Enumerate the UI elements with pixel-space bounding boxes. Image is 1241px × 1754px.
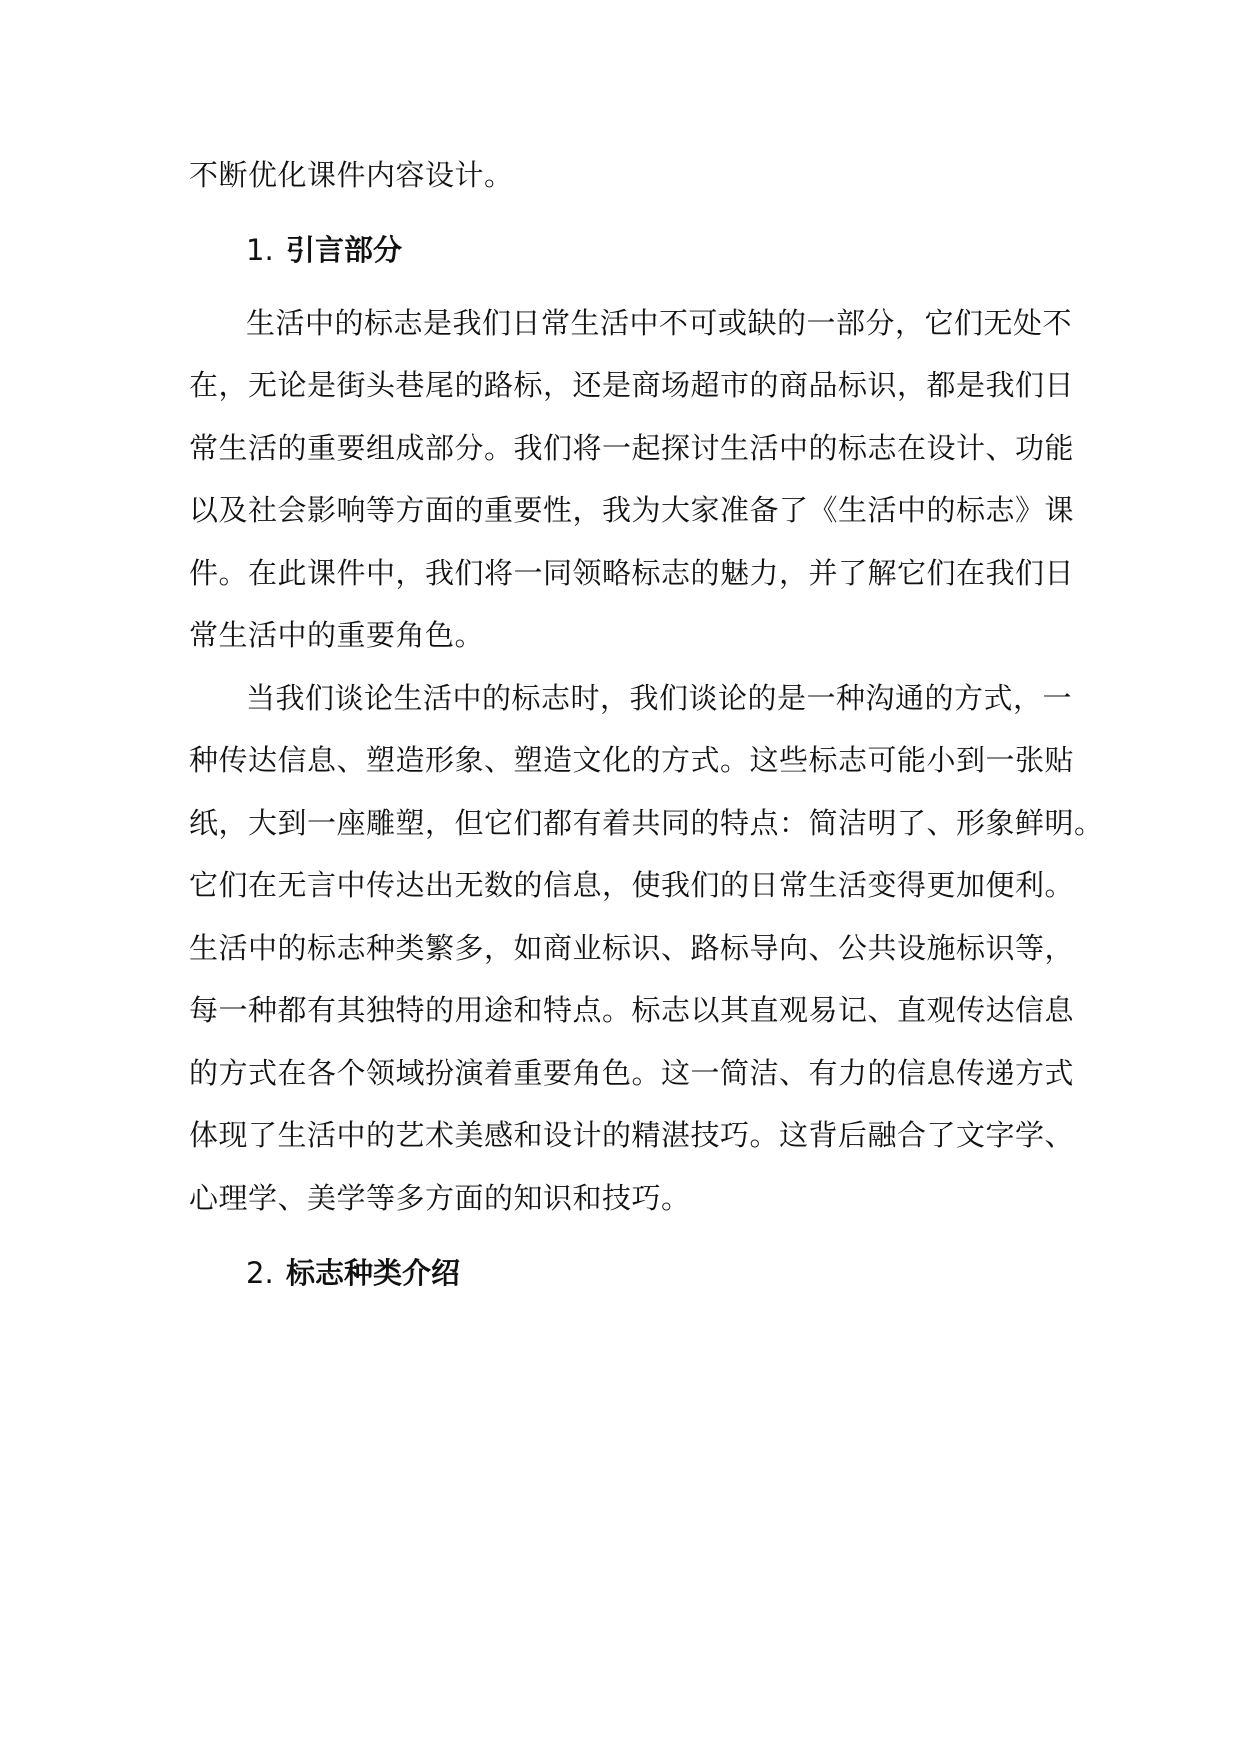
paragraph-line: 常生活的重要组成部分。我们将一起探讨生活中的标志在设计、功能 — [189, 431, 1075, 465]
paragraph-line: 种传达信息、塑造形象、塑造文化的方式。这些标志可能小到一张贴 — [189, 743, 1075, 777]
paragraph-line: 当我们谈论生活中的标志时，我们谈论的是一种沟通的方式，一 — [246, 681, 1073, 715]
paragraph-line: 的方式在各个领域扮演着重要角色。这一简洁、有力的信息传递方式 — [189, 1056, 1075, 1090]
paragraph-line: 心理学、美学等多方面的知识和技巧。 — [189, 1181, 691, 1215]
paragraph-line: 以及社会影响等方面的重要性，我为大家准备了《生活中的标志》课 — [189, 493, 1075, 527]
section-title: 引言部分 — [286, 233, 403, 267]
section-number: 1. — [246, 233, 274, 267]
section-number: 2. — [246, 1256, 274, 1290]
section-title: 标志种类介绍 — [286, 1256, 461, 1290]
paragraph-line: 常生活中的重要角色。 — [189, 618, 485, 652]
paragraph-line: 件。在此课件中，我们将一同领略标志的魅力，并了解它们在我们日 — [189, 556, 1075, 590]
section-heading-1 — [246, 232, 402, 268]
paragraph-line: 纸，大到一座雕塑，但它们都有着共同的特点：简洁明了、形象鲜明。 — [189, 806, 1104, 840]
paragraph-line: 生活中的标志种类繁多，如商业标识、路标导向、公共设施标识等， — [189, 931, 1075, 965]
paragraph-line: 它们在无言中传达出无数的信息，使我们的日常生活变得更加便利。 — [189, 868, 1075, 902]
section-heading-2 — [246, 1255, 460, 1291]
intro-tail-line: 不断优化课件内容设计。 — [189, 158, 514, 192]
paragraph-line: 在，无论是街头巷尾的路标，还是商场超市的商品标识，都是我们日 — [189, 368, 1075, 402]
paragraph-line: 每一种都有其独特的用途和特点。标志以其直观易记、直观传达信息 — [189, 993, 1075, 1027]
paragraph-line: 体现了生活中的艺术美感和设计的精湛技巧。这背后融合了文字学、 — [189, 1118, 1075, 1152]
paragraph-line: 生活中的标志是我们日常生活中不可或缺的一部分，它们无处不 — [246, 306, 1073, 340]
